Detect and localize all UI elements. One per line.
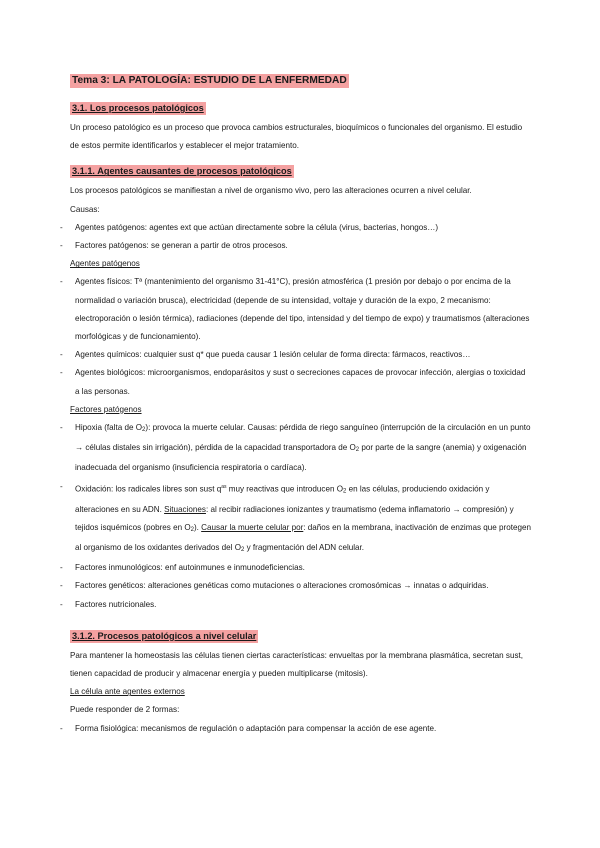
section-3-1-1-paragraph: Los procesos patológicos se manifiestan a nivel de organismo vivo, pero las alteraciones ocurren a nivel celular. <box>70 186 472 196</box>
document-title: Tema 3: LA PATOLOGÍA: ESTUDIO DE LA ENFERMEDAD <box>72 75 347 86</box>
formas-list <box>70 720 532 738</box>
agentes-list <box>70 273 532 400</box>
causas-label: Causas: <box>70 204 100 214</box>
list-item: - Factores genéticos: alteraciones genéticas como mutaciones o alteraciones cromosómicas → innatas o adquiridas. <box>70 577 532 595</box>
factores-list <box>70 419 532 614</box>
list-item: - Forma fisiológica: mecanismos de regulación o adaptación para compensar la acción de ese agente. <box>70 720 532 738</box>
factores-patogenos-label: Factores patógenos <box>70 404 142 414</box>
formas-intro: Puede responder de 2 formas: <box>70 705 180 715</box>
agentes-patogenos-label: Agentes patógenos <box>70 259 140 269</box>
section-3-1-1-heading: 3.1.1. Agentes causantes de procesos patológicos <box>72 166 292 177</box>
list-item: - Factores nutricionales. <box>70 596 532 614</box>
list-item: - Factores inmunológicos: enf autoinmunes e inmunodeficiencias. <box>70 559 532 577</box>
list-item: - Agentes físicos: Tª (mantenimiento del organismo 31-41°C), presión atmosférica (1 presión por debajo o por encima de la normalidad o variación brusca), electricidad (depende de su intensidad, voltaje y duración de la expo, 2 mecanismo: electroporación o lesión térmica), radiaciones (depende del tipo, intensidad y del tiempo de expo) y traumatismos (alteraciones morfológicas y de funcionamiento). <box>70 273 532 346</box>
list-item: - Factores patógenos: se generan a partir de otros procesos. <box>70 237 532 255</box>
section-3-1-intro: Un proceso patológico es un proceso que provoca cambios estructurales, bioquímicos o funcionales del organismo. El estudio de estos permite identificarlos y establecer el mejor tratamiento. <box>70 123 523 151</box>
causas-list <box>70 219 532 255</box>
section-3-1-2-heading: 3.1.2. Procesos patológicos a nivel celular <box>72 630 257 641</box>
section-3-1-2-paragraph: Para mantener la homeostasis las células tienen ciertas características: envueltas por la membrana plasmática, secretan sust, tienen capacidad de producir y almacenar energía y pueden multiplicarse (mitosis). <box>70 650 524 678</box>
section-3-1-heading: 3.1. Los procesos patológicos <box>72 103 204 113</box>
list-item: - Oxidación: los radicales libres son sust $q^{as}$ muy reactivas que introducen O2 en las células, produciendo oxidación y alteraciones en su ADN. Situaciones: al recibir radiaciones ionizantes y traumatismo (edema inflamatorio → compresión) y tejidos isquémicos (pobres en O2). Causar la muerte celular por: daños en la membrana, inactivación de enzimas que protegen al organismo de los oxidantes derivados del O2 y fragmentación del ADN celular. <box>70 478 532 560</box>
list-item: - Agentes patógenos: agentes ext que actúan directamente sobre la célula (virus, bacterias, hongos…) <box>70 219 532 237</box>
list-item: - Hipoxia (falta de O2): provoca la muerte celular. Causas: pérdida de riego sanguíneo (interrupción de la circulación en un punto → células distales sin irrigación), pérdida de la capacidad transportadora de O2 por parte de la sangre (anemia) y oxigenación inadecuada del organismo (insuficiencia respiratoria o cardíaca). <box>70 419 532 478</box>
celula-agentes-label: La célula ante agentes externos <box>70 687 185 697</box>
document-content <box>70 72 532 738</box>
list-item: - Agentes químicos: cualquier sust q* que pueda causar 1 lesión celular de forma directa: fármacos, reactivos… <box>70 346 532 364</box>
list-item: - Agentes biológicos: microorganismos, endoparásitos y sust o secreciones capaces de provocar infección, alergias o toxicidad a las personas. <box>70 364 532 400</box>
